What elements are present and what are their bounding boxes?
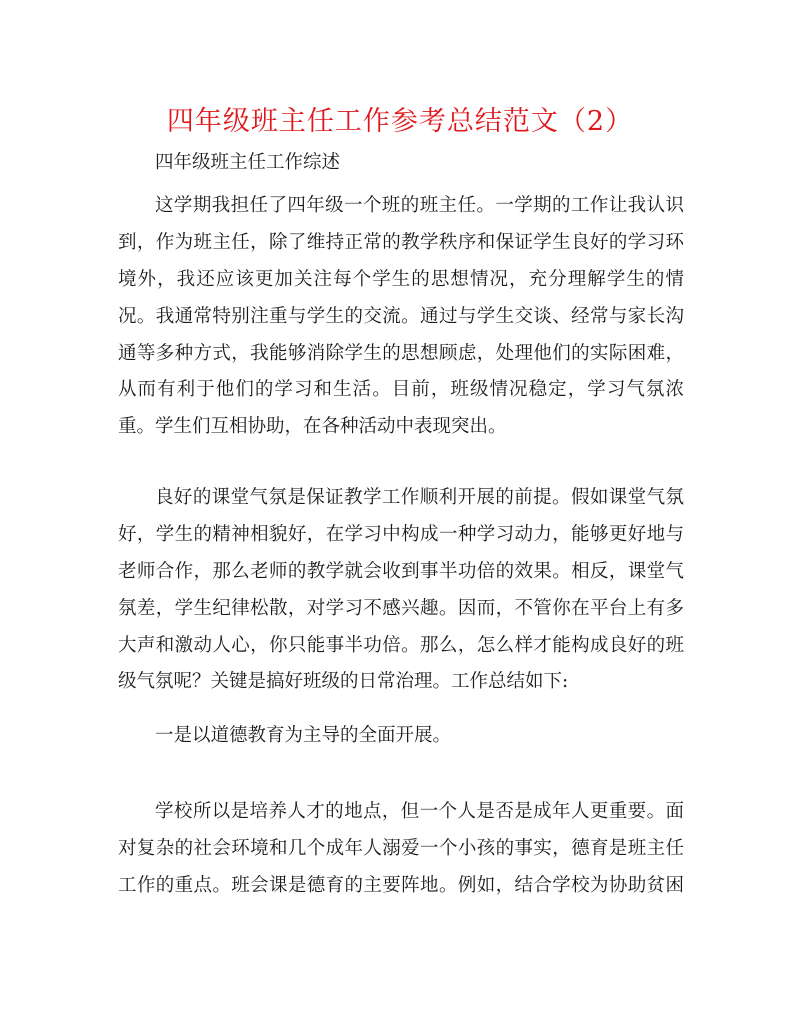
paragraph-line: 大声和激动人心，你只能事半功倍。那么，怎么样才能构成良好的班 (118, 634, 684, 656)
paragraph-line: 学校所以是培养人才的地点，但一个人是否是成年人更重要。面 (155, 801, 684, 822)
document-subtitle: 四年级班主任工作综述 (155, 152, 341, 173)
paragraph-line: 级气氛呢？关键是搞好班级的日常治理。工作总结如下: (118, 671, 569, 693)
paragraph-line: 况。我通常特别注重与学生的交流。通过与学生交谈、经常与家长沟 (118, 305, 684, 327)
paragraph-line: 这学期我担任了四年级一个班的班主任。一学期的工作让我认识 (155, 195, 684, 216)
paragraph-line: 良好的课堂气氛是保证教学工作顺利开展的前提。假如课堂气氛 (155, 487, 684, 508)
paragraph-line: 通等多种方式，我能够消除学生的思想顾虑，处理他们的实际困难， (118, 342, 684, 364)
paragraph-3 (118, 718, 684, 755)
paragraph-2 (118, 480, 684, 701)
paragraph-line: 一是以道德教育为主导的全面开展。 (155, 725, 452, 746)
paragraph-line: 境外，我还应该更加关注每个学生的思想情况，充分理解学生的情 (118, 268, 684, 290)
paragraph-line: 氛差，学生纪律松散，对学习不感兴趣。因而，不管你在平台上有多 (118, 597, 684, 619)
paragraph-line: 好，学生的精神相貌好，在学习中构成一种学习动力，能够更好地与 (118, 523, 684, 545)
paragraph-line: 从而有利于他们的学习和生活。目前，班级情况稳定，学习气氛浓 (118, 379, 684, 401)
paragraph-line: 到，作为班主任，除了维持正常的教学秩序和保证学生良好的学习环 (118, 231, 684, 253)
paragraph-line: 对复杂的社会环境和几个成年人溺爱一个小孩的事实，德育是班主任 (118, 837, 684, 859)
paragraph-line: 重。学生们互相协助，在各种活动中表现突出。 (118, 416, 507, 438)
paragraph-line: 老师合作，那么老师的教学就会收到事半功倍的效果。相反，课堂气 (118, 560, 684, 582)
paragraph-4 (118, 794, 684, 905)
document-title: 四年级班主任工作参考总结范文（2） (166, 106, 634, 137)
paragraph-1 (118, 188, 684, 446)
paragraph-line: 工作的重点。班会课是德育的主要阵地。例如，结合学校为协助贫困 (118, 874, 684, 896)
